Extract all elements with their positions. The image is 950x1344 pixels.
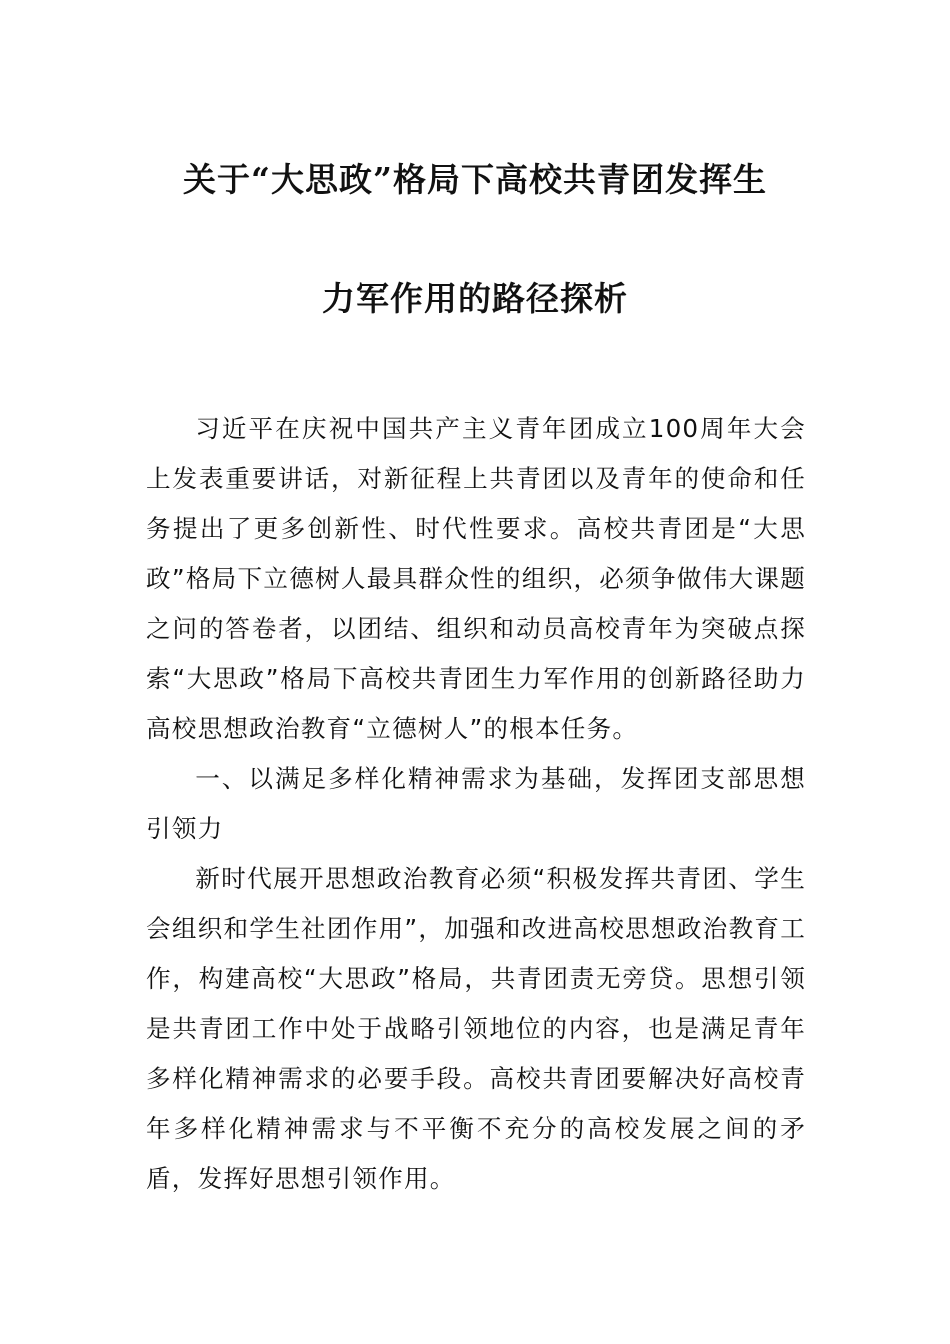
paragraph-section-1: 新时代展开思想政治教育必须“积极发挥共青团、学生会组织和学生社团作用”，加强和改进高校思想政治教育工作，构建高校“大思政”格局，共青团责无旁贷。思想引领是共青团工作中处于战略引领地位的内容，也是满足青年多样化精神需求的必要手段。高校共青团要解决好高校青年多样化精神需求与不平衡不充分的高校发展之间的矛盾，发挥好思想引领作用。	[146, 864, 806, 1193]
document-body	[146, 404, 806, 1204]
paragraph-intro: 习近平在庆祝中国共产主义青年团成立100周年大会上发表重要讲话，对新征程上共青团以及青年的使命和任务提出了更多创新性、时代性要求。高校共青团是“大思政”格局下立德树人最具群众性的组织，必须争做伟大课题之问的答卷者，以团结、组织和动员高校青年为突破点探索“大思政”格局下高校共青团生力军作用的创新路径助力高校思想政治教育“立德树人”的根本任务。	[146, 414, 806, 743]
document-title-line-1: 关于“大思政”格局下高校共青团发挥生	[183, 160, 767, 199]
section-heading-1: 一、以满足多样化精神需求为基础，发挥团支部思想引领力	[146, 764, 806, 843]
document-title-line-2: 力军作用的路径探析	[322, 279, 628, 318]
